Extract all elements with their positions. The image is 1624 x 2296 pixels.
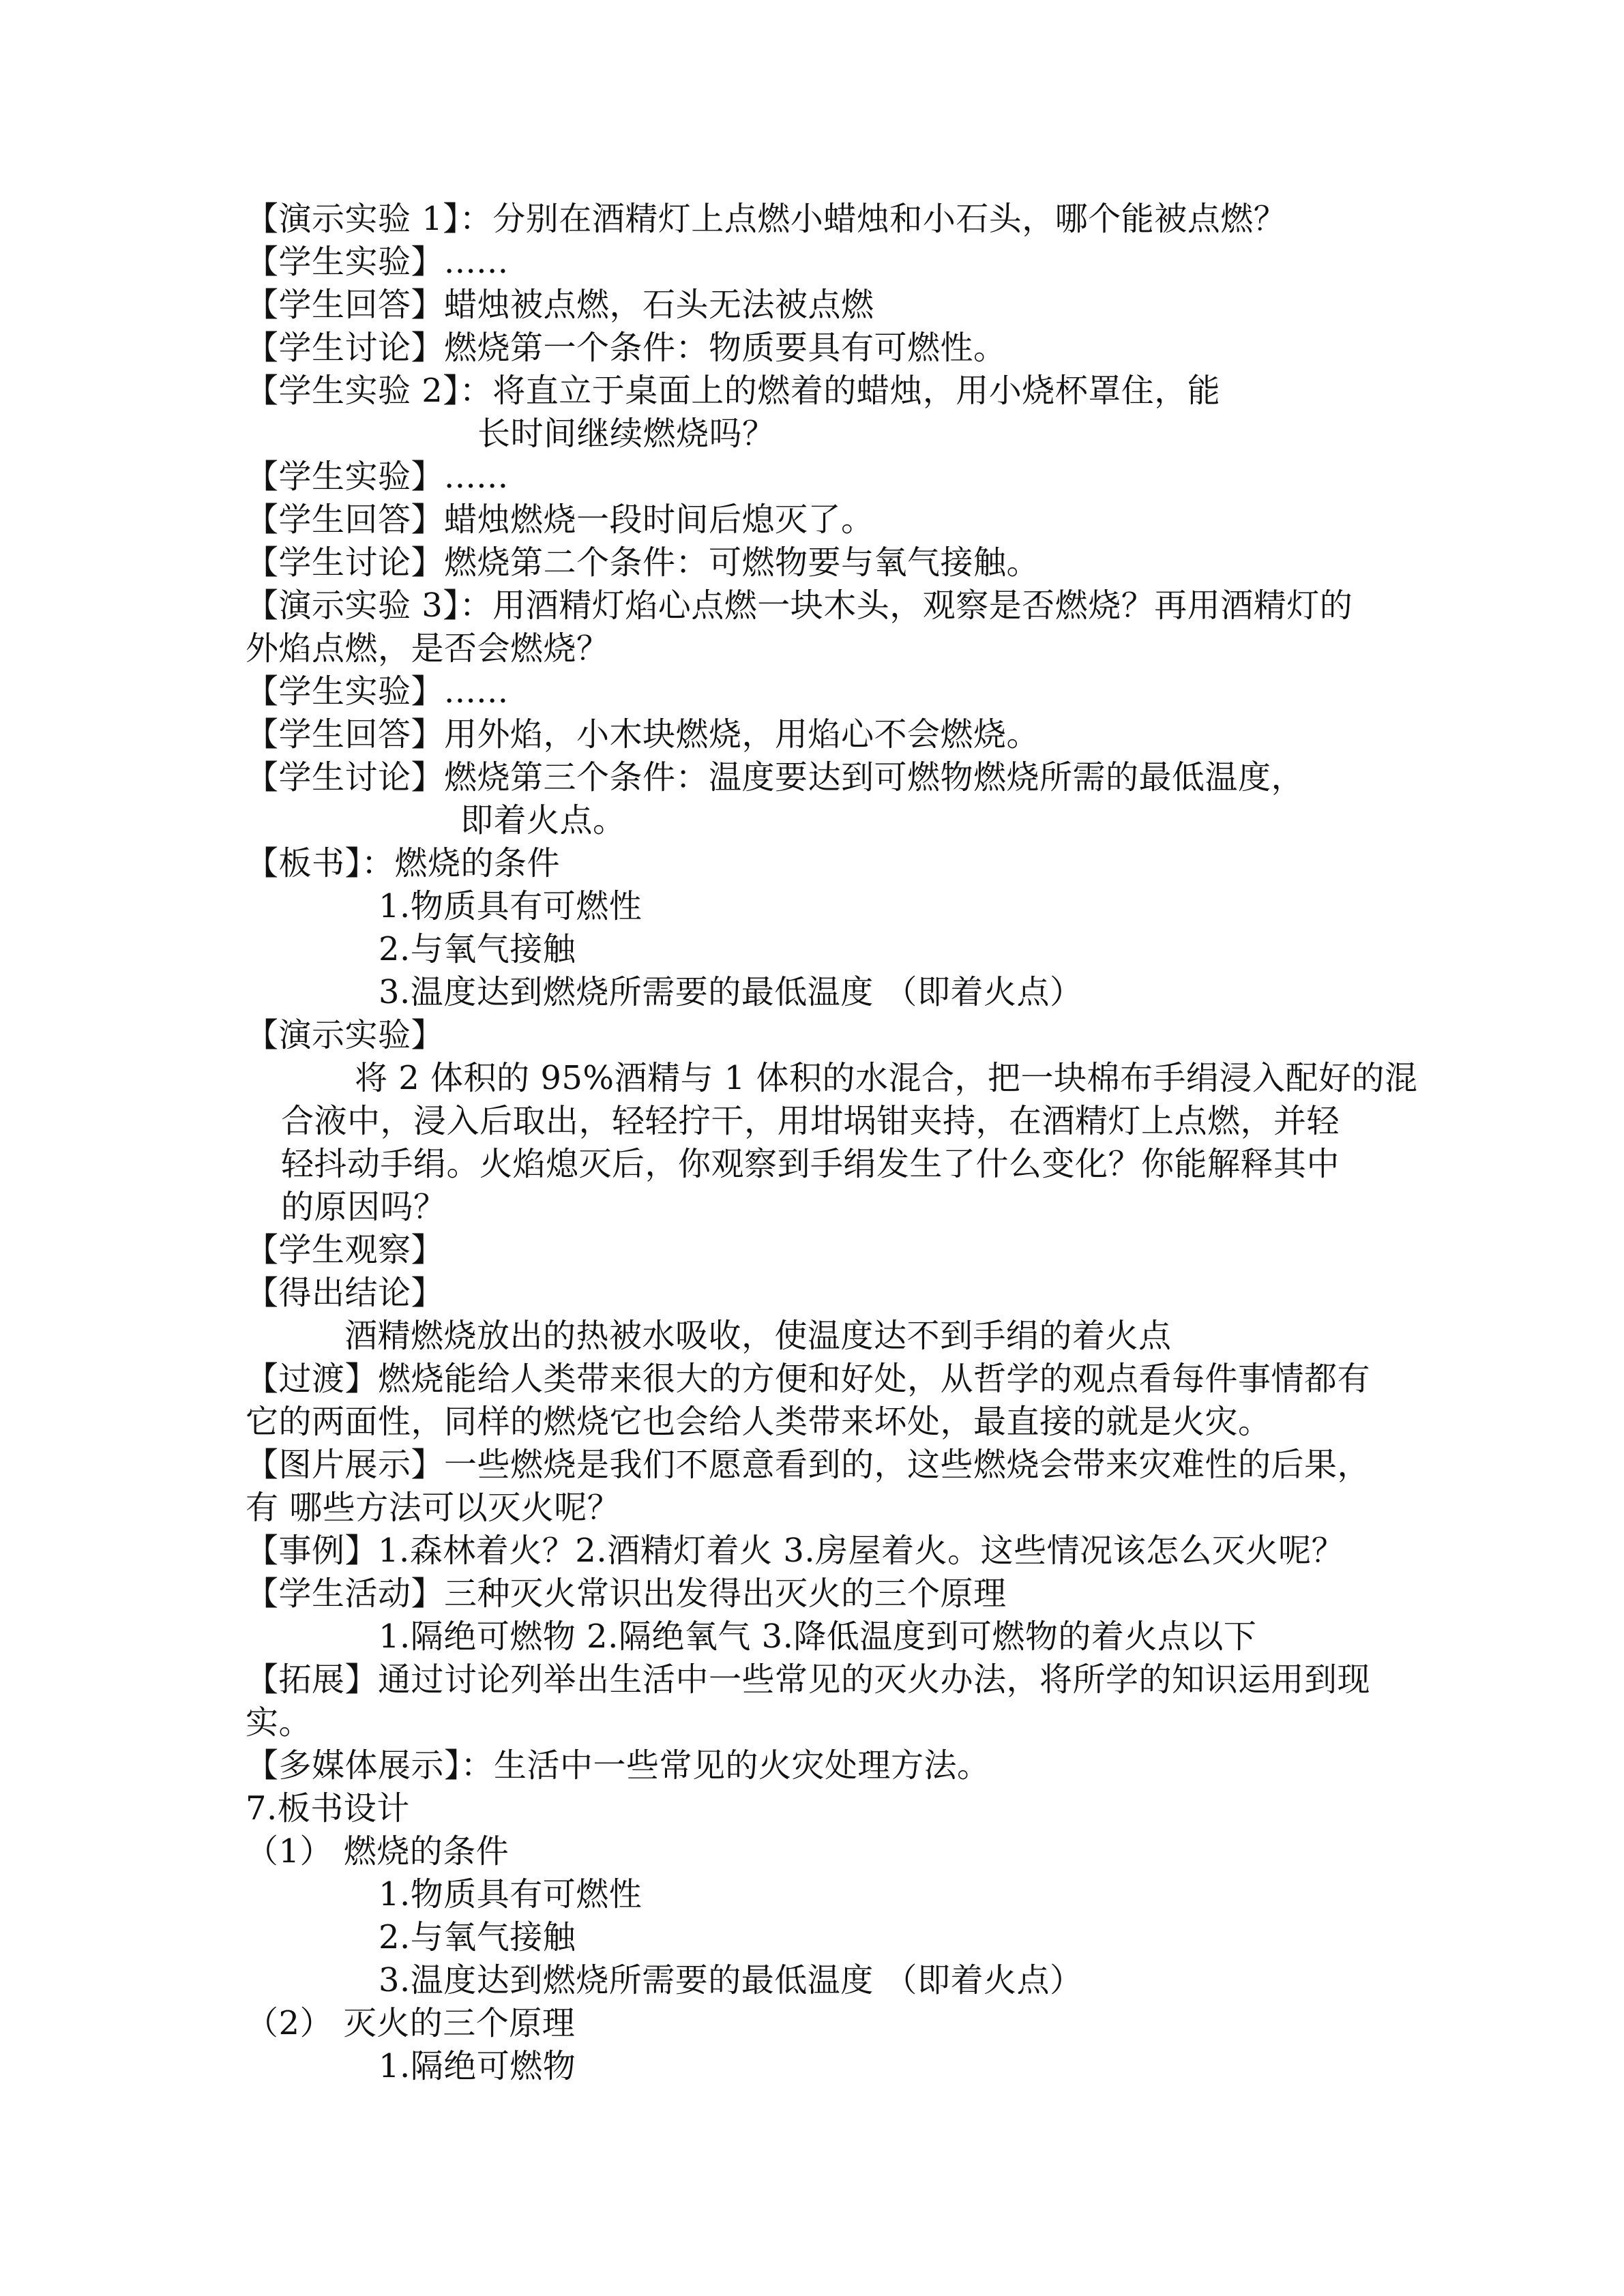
- text-line: 【事例】1.森林着火？2.酒精灯着火 3.房屋着火。这些情况该怎么灭火呢？: [246, 1532, 1345, 1570]
- text-line: 将 2 体积的 95%酒精与 1 体积的水混合，把一块棉布手绢浸入配好的混: [355, 1059, 1418, 1097]
- text-line: 有 哪些方法可以灭火呢？: [246, 1489, 621, 1527]
- text-line: 3.温度达到燃烧所需要的最低温度 （即着火点）: [379, 973, 1083, 1011]
- text-line: 1.隔绝可燃物: [379, 2047, 576, 2085]
- text-line: 【演示实验 1】：分别在酒精灯上点燃小蜡烛和小石头，哪个能被点燃？: [246, 200, 1287, 238]
- text-line: 【学生讨论】燃烧第一个条件：物质要具有可燃性。: [246, 329, 1007, 367]
- text-line: 【学生回答】用外焰，小木块燃烧，用焰心不会燃烧。: [246, 715, 1040, 754]
- text-line: （2） 灭火的三个原理: [246, 2004, 576, 2042]
- text-line: 【演示实验】: [246, 1016, 445, 1054]
- text-line: 【学生实验】......: [246, 458, 509, 496]
- text-line: 【过渡】燃烧能给人类带来很大的方便和好处，从哲学的观点看每件事情都有: [246, 1360, 1371, 1398]
- text-line: 外焰点燃，是否会燃烧？: [246, 629, 610, 668]
- text-line: 轻抖动手绢。火焰熄灭后，你观察到手绢发生了什么变化？你能解释其中: [281, 1145, 1340, 1183]
- text-line: 1.隔绝可燃物 2.隔绝氧气 3.降低温度到可燃物的着火点以下: [379, 1617, 1257, 1656]
- text-line: 【学生活动】三种灭火常识出发得出灭火的三个原理: [246, 1575, 1007, 1613]
- text-line: 7.板书设计: [246, 1789, 410, 1828]
- text-line: 【拓展】通过讨论列举出生活中一些常见的灭火办法，将所学的知识运用到现: [246, 1660, 1371, 1699]
- text-line: 【学生实验】......: [246, 672, 509, 711]
- text-line: 酒精燃烧放出的热被水吸收，使温度达不到手绢的着火点: [344, 1317, 1172, 1355]
- text-line: 即着火点。: [460, 801, 626, 839]
- text-line: 1.物质具有可燃性: [379, 1875, 643, 1913]
- text-line: 【学生讨论】燃烧第二个条件：可燃物要与氧气接触。: [246, 543, 1040, 582]
- text-line: 【得出结论】: [246, 1274, 445, 1312]
- text-line: 1.物质具有可燃性: [379, 887, 643, 925]
- text-line: 【学生实验】......: [246, 243, 509, 281]
- text-line: （1） 燃烧的条件: [246, 1832, 510, 1870]
- text-line: 【多媒体展示】：生活中一些常见的火灾处理方法。: [246, 1746, 990, 1785]
- text-line: 它的两面性，同样的燃烧它也会给人类带来坏处，最直接的就是火灾。: [246, 1403, 1271, 1441]
- text-line: 【学生回答】蜡烛燃烧一段时间后熄灭了。: [246, 501, 874, 539]
- text-line: 2.与氧气接触: [379, 930, 576, 968]
- text-line: 2.与氧气接触: [379, 1918, 576, 1956]
- text-line: 的原因吗？: [281, 1188, 447, 1226]
- text-line: 【学生观察】: [246, 1231, 445, 1269]
- text-line: 【学生实验 2】：将直立于桌面上的燃着的蜡烛，用小烧杯罩住，能: [246, 372, 1221, 410]
- text-line: 【学生讨论】燃烧第三个条件：温度要达到可燃物燃烧所需的最低温度，: [246, 758, 1305, 796]
- text-line: 长时间继续燃烧吗？: [477, 415, 776, 453]
- text-line: 实。: [246, 1703, 312, 1742]
- text-line: 【学生回答】蜡烛被点燃，石头无法被点燃: [246, 286, 874, 324]
- text-line: 【板书】：燃烧的条件: [246, 844, 561, 882]
- text-line: 【图片展示】一些燃烧是我们不愿意看到的，这些燃烧会带来灾难性的后果，: [246, 1446, 1371, 1484]
- text-line: 合液中，浸入后取出，轻轻拧干，用坩埚钳夹持，在酒精灯上点燃，并轻: [281, 1102, 1340, 1140]
- text-line: 3.温度达到燃烧所需要的最低温度 （即着火点）: [379, 1961, 1083, 1999]
- text-line: 【演示实验 3】：用酒精灯焰心点燃一块木头，观察是否燃烧？再用酒精灯的: [246, 586, 1353, 625]
